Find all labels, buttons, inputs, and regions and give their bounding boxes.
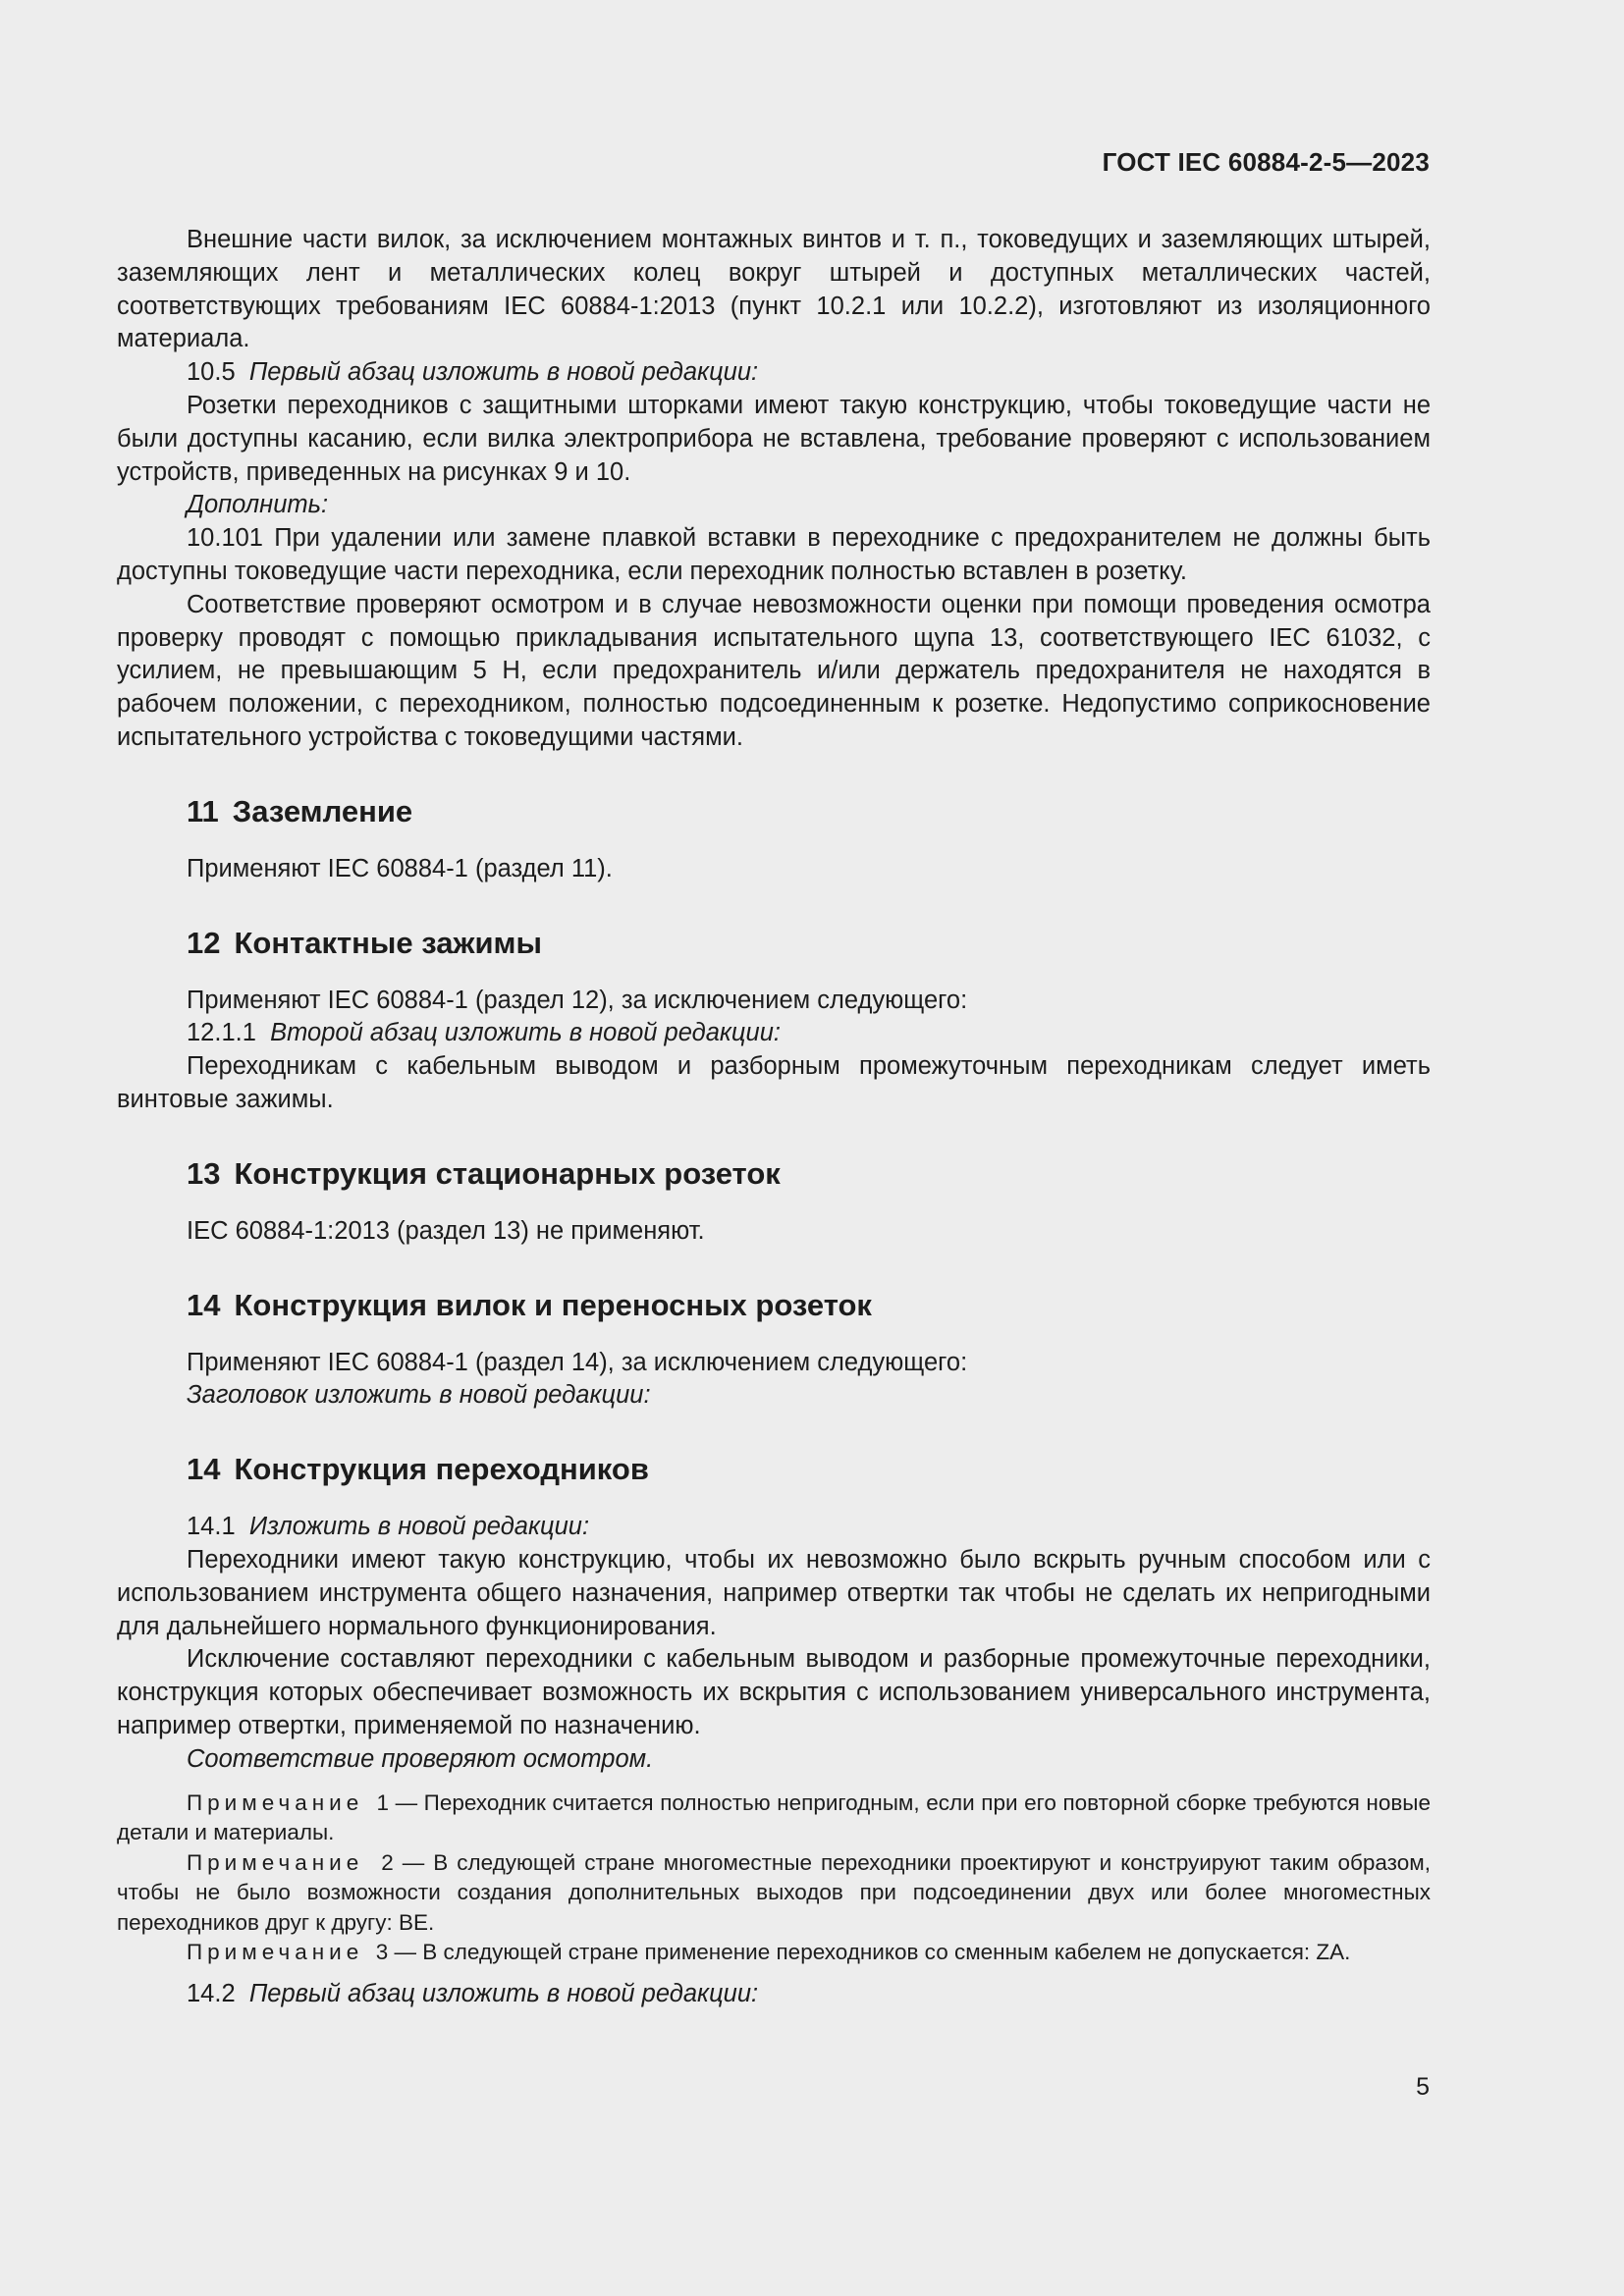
paragraph-compliance-inspection: Соответствие проверяют осмотром. bbox=[187, 1744, 654, 1773]
note-label: Примечание bbox=[187, 1940, 364, 1964]
instruction-supplement: Дополнить: bbox=[187, 491, 329, 519]
page-body bbox=[117, 224, 1431, 2010]
note-label: Примечание bbox=[187, 1789, 364, 1815]
section-14-new-heading bbox=[117, 1450, 1431, 1489]
note-number: 2 bbox=[381, 1849, 394, 1875]
section-number: 14 bbox=[187, 1452, 221, 1487]
note-text: — В следующей стране многоместные переходники проектируют и конструируют таким образом, чтобы не было возможности создания дополнительных выходов при подсоединении двух или более многоместных переходников друг к другу: BE. bbox=[117, 1849, 1431, 1935]
clause-number: 14.2 bbox=[187, 1979, 236, 2007]
clause-10-101: 10.101 При удалении или замене плавкой вставки в переходнике с предохранителем не должны быть доступны токоведущие части переходника, если переходник полностью вставлен в розетку. bbox=[117, 524, 1431, 585]
note-1 bbox=[117, 1789, 1431, 1848]
note-text: — В следующей стране применение переходников со сменным кабелем не допускается: ZA. bbox=[394, 1940, 1351, 1964]
paragraph-plugs-insulation: Внешние части вилок, за исключением монтажных винтов и т. п., токоведущих и заземляющих штырей, заземляющих лент и металлических колец вокруг штырей и доступных металлических частей, соответствующих требованиям IEC 60884-1:2013 (пункт 10.2.1 или 10.2.2), изготовляют из изоляционного материала. bbox=[117, 226, 1431, 353]
section-14-instruction: Заголовок изложить в новой редакции: bbox=[187, 1381, 651, 1410]
section-title: Конструкция стационарных розеток bbox=[234, 1155, 781, 1191]
note-number: 1 bbox=[376, 1789, 389, 1815]
section-12-heading bbox=[117, 924, 1431, 963]
clause-14-2 bbox=[117, 1978, 1431, 2011]
clause-instruction: Изложить в новой редакции: bbox=[248, 1513, 590, 1541]
paragraph-compliance-check: Соответствие проверяют осмотром и в случае невозможности оценки при помощи проведения осмотра проверку проводят с помощью прикладывания испытательного щупа 13, соответствующего IEC 61032, с усилием, не превышающим 5 Н, если предохранитель и/или держатель предохранителя не находятся в рабочем положении, с переходником, полностью подсоединенным к розетке. Недопустимо соприкосновение испытательного устройства с токоведущими частями. bbox=[117, 590, 1431, 751]
section-title: Заземление bbox=[232, 793, 413, 828]
section-11-text: Применяют IEC 60884-1 (раздел 11). bbox=[187, 854, 613, 882]
section-title: Конструкция вилок и переносных розеток bbox=[234, 1287, 872, 1322]
note-number: 3 bbox=[375, 1940, 389, 1964]
notes-block bbox=[117, 1789, 1431, 1968]
section-11-heading bbox=[117, 792, 1431, 831]
note-text: — Переходник считается полностью непригодным, если при его повторной сборке требуются новые детали и материалы. bbox=[117, 1789, 1431, 1844]
paragraph-adapters-exception: Исключение составляют переходники с кабельным выводом и разборные промежуточные переходники, конструкция которых обеспечивает возможность их вскрытия с использованием универсального инструмента, например отвертки, применяемой по назначению. bbox=[117, 1645, 1431, 1739]
page-number: 5 bbox=[1416, 2073, 1430, 2101]
section-14-heading bbox=[117, 1286, 1431, 1325]
section-title: Конструкция переходников bbox=[234, 1452, 649, 1487]
section-number: 11 bbox=[187, 793, 219, 828]
paragraph-shutters: Розетки переходников с защитными шторками имеют такую конструкцию, чтобы токоведущие части не были доступны касанию, если вилка электроприбора не вставлена, требование проверяют с использованием устройств, приведенных на рисунках 9 и 10. bbox=[117, 391, 1431, 486]
clause-instruction: Второй абзац изложить в новой редакции: bbox=[270, 1019, 781, 1047]
section-number: 13 bbox=[187, 1155, 221, 1191]
clause-14-1 bbox=[117, 1511, 1431, 1544]
note-2 bbox=[117, 1848, 1431, 1939]
section-number: 12 bbox=[187, 925, 221, 960]
section-14-text: Применяют IEC 60884-1 (раздел 14), за исключением следующего: bbox=[187, 1348, 968, 1376]
clause-number: 10.5 bbox=[187, 358, 236, 387]
clause-12-1-1 bbox=[117, 1017, 1431, 1050]
document-header: ГОСТ IEC 60884-2-5—2023 bbox=[1102, 147, 1430, 177]
paragraph-adapters-design: Переходники имеют такую конструкцию, чтобы их невозможно было вскрыть ручным способом или с использованием инструмента общего назначения, например отвертки так чтобы не сделать их непригодными для дальнейшего нормального функционирования. bbox=[117, 1545, 1431, 1640]
section-12-text: Применяют IEC 60884-1 (раздел 12), за исключением следующего: bbox=[187, 986, 968, 1014]
clause-number: 12.1.1 bbox=[187, 1019, 256, 1047]
section-13-heading bbox=[117, 1154, 1431, 1194]
clause-10-5 bbox=[117, 356, 1431, 390]
section-13-text: IEC 60884-1:2013 (раздел 13) не применяют. bbox=[187, 1216, 705, 1245]
section-number: 14 bbox=[187, 1287, 221, 1322]
clause-number: 14.1 bbox=[187, 1513, 236, 1541]
section-12-paragraph: Переходникам с кабельным выводом и разборным промежуточным переходникам следует иметь винтовые зажимы. bbox=[117, 1052, 1431, 1113]
note-3 bbox=[117, 1938, 1431, 1968]
clause-instruction: Первый абзац изложить в новой редакции: bbox=[248, 1979, 759, 2007]
section-title: Контактные зажимы bbox=[234, 925, 542, 960]
note-label: Примечание bbox=[187, 1849, 364, 1875]
clause-instruction: Первый абзац изложить в новой редакции: bbox=[248, 358, 759, 387]
